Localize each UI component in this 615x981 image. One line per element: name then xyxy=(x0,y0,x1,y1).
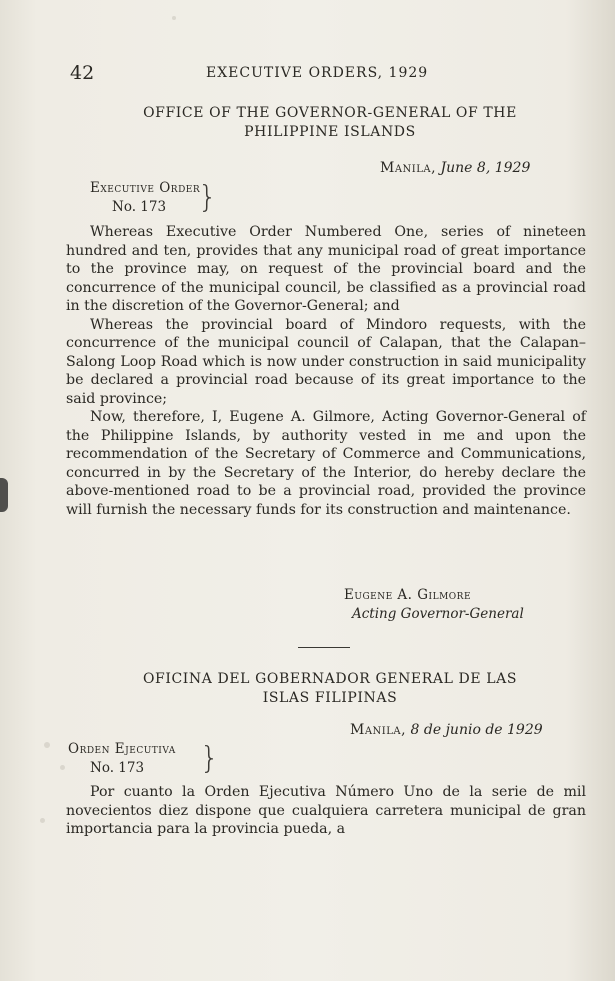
signature-name: Eugene A. Gilmore xyxy=(344,587,472,603)
spanish-order-label xyxy=(68,740,176,778)
english-order-label xyxy=(90,179,200,217)
english-order-number: No. 173 xyxy=(112,199,167,215)
page-blemish xyxy=(0,478,8,512)
spanish-office-line1: OFICINA DEL GOBERNADOR GENERAL DE LAS xyxy=(142,671,518,687)
spanish-paragraph-1: Por cuanto la Orden Ejecutiva Número Uno de la serie de mil novecientos diez dispone que cualquiera carretera municipal de gran importancia para la provincia pueda, a xyxy=(66,784,586,837)
english-order-label-text: Executive Order xyxy=(90,180,201,196)
english-paragraph-3: Now, therefore, I, Eugene A. Gilmore, Acting Governor-General of the Philippine Islands, by authority vested in me and upon the recommendation of the Secretary of Commerce and Communications, concurred in by the Secretary of the Interior, do hereby declare the above-mentioned road to be a provincial road, provided the province will furnish the necessary funds for its construction and maintenance. xyxy=(66,409,586,518)
spanish-order-number: No. 173 xyxy=(90,760,145,776)
signature-title: Acting Governor-General xyxy=(352,606,524,622)
spanish-dateline xyxy=(350,722,543,738)
english-order-brace: } xyxy=(198,180,218,215)
page-blemish xyxy=(44,742,50,748)
page-blemish xyxy=(172,16,176,20)
spanish-order-brace: } xyxy=(200,741,220,776)
english-dateline xyxy=(380,160,530,176)
english-body xyxy=(66,223,586,519)
spanish-dateline-date: 8 de junio de 1929 xyxy=(410,722,543,738)
english-paragraph-2: Whereas the provincial board of Mindoro requests, with the concurrence of the municipal council of Calapan, that the Calapan–Salong Loop Road which is now under construction in said municipality be declared a provincial road because of its great importance to the said province; xyxy=(66,316,586,407)
page-blemish xyxy=(60,765,65,770)
spanish-order-label-text: Orden Ejecutiva xyxy=(68,741,176,757)
spanish-body xyxy=(66,783,586,839)
english-office-line1: OFFICE OF THE GOVERNOR-GENERAL OF THE xyxy=(143,105,517,121)
section-divider xyxy=(298,647,350,648)
spanish-office-title xyxy=(70,670,590,708)
page-blemish xyxy=(40,818,45,823)
page-header xyxy=(70,62,590,86)
english-dateline-city: Manila, xyxy=(380,160,437,176)
english-office-line2: PHILIPPINE ISLANDS xyxy=(244,124,416,140)
spanish-dateline-city: Manila, xyxy=(350,722,407,738)
spanish-office-line2: ISLAS FILIPINAS xyxy=(262,690,398,706)
english-paragraph-1: Whereas Executive Order Numbered One, series of nineteen hundred and ten, provides that any municipal road of great importance to the province may, on request of the provincial board and the concurrence of the municipal council, be classified as a provincial road in the discretion of the Governor-General; and xyxy=(66,224,586,314)
english-dateline-date: June 8, 1929 xyxy=(440,160,531,176)
english-office-title xyxy=(70,104,590,142)
page-number: 42 xyxy=(70,62,95,84)
running-head: EXECUTIVE ORDERS, 1929 xyxy=(206,65,429,81)
english-signature xyxy=(336,586,524,624)
